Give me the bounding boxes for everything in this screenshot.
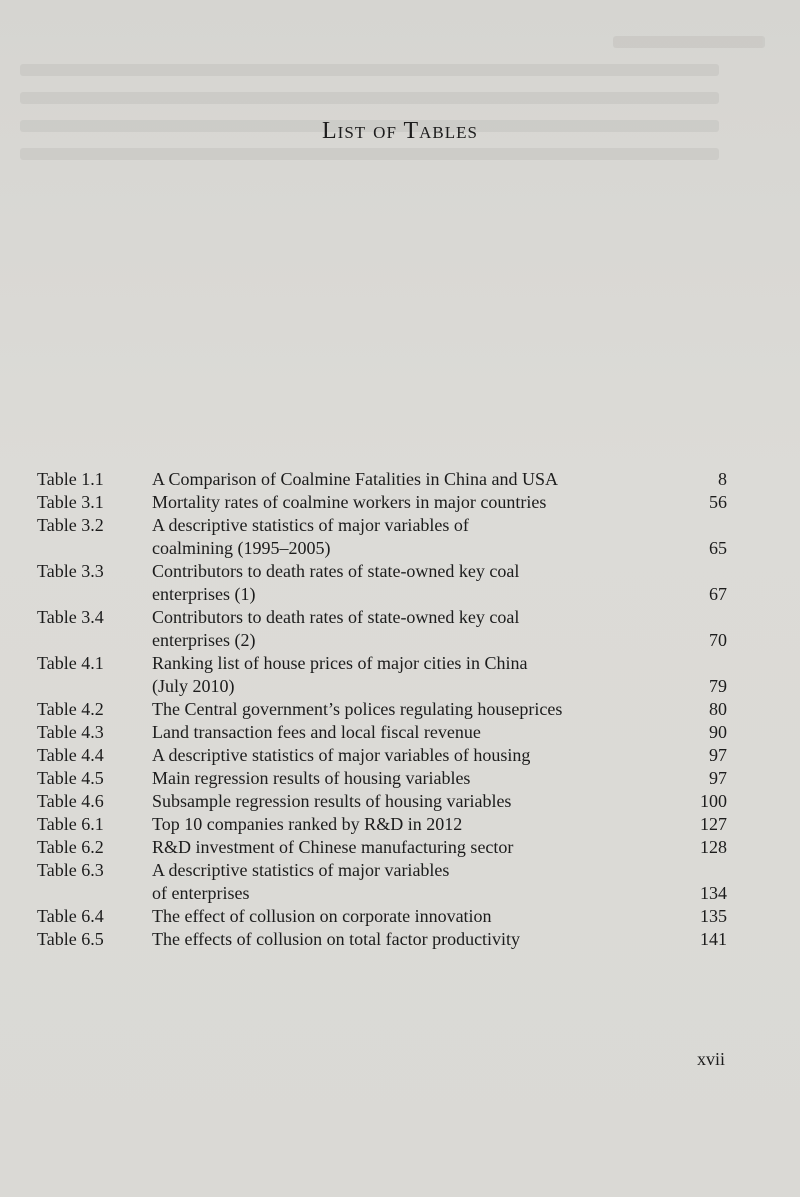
- table-number: Table 6.3: [37, 860, 104, 880]
- page-title: List of Tables: [322, 118, 478, 144]
- list-of-tables: [37, 468, 727, 951]
- table-title: The effect of collusion on corporate innovation: [152, 906, 492, 926]
- toc-entry[interactable]: [37, 652, 727, 698]
- page-number: 79: [709, 676, 727, 696]
- page-number: 134: [700, 883, 727, 903]
- toc-entry[interactable]: [37, 905, 727, 928]
- toc-entry[interactable]: [37, 744, 727, 767]
- table-number: Table 4.5: [37, 768, 104, 788]
- page-number: 97: [709, 745, 727, 765]
- table-title: Land transaction fees and local fiscal revenue: [152, 722, 481, 742]
- toc-entry[interactable]: [37, 813, 727, 836]
- table-title: R&D investment of Chinese manufacturing sector: [152, 837, 514, 857]
- toc-entry[interactable]: [37, 836, 727, 859]
- table-title: A descriptive statistics of major variables of housing: [152, 745, 531, 765]
- toc-entry[interactable]: [37, 790, 727, 813]
- toc-entry[interactable]: [37, 928, 727, 951]
- table-number: Table 1.1: [37, 469, 104, 489]
- toc-entry[interactable]: [37, 721, 727, 744]
- toc-entry[interactable]: [37, 859, 727, 905]
- table-title: The effects of collusion on total factor productivity: [152, 929, 521, 949]
- page-number: 100: [700, 791, 727, 811]
- page-number: 127: [700, 814, 727, 834]
- table-title: Contributors to death rates of state-owned key coal enterprises (2): [152, 607, 520, 650]
- toc-entry[interactable]: [37, 767, 727, 790]
- page-number: 97: [709, 768, 727, 788]
- table-title: The Central government’s polices regulating houseprices: [152, 699, 563, 719]
- page-number: 67: [709, 584, 727, 604]
- toc-entry[interactable]: [37, 560, 727, 606]
- table-title: Subsample regression results of housing variables: [152, 791, 512, 811]
- table-number: Table 4.3: [37, 722, 104, 742]
- folio-page-number: xvii: [696, 1049, 725, 1069]
- table-number: Table 6.5: [37, 929, 104, 949]
- page-number: 70: [709, 630, 727, 650]
- table-title: A descriptive statistics of major variables of coalmining (1995–2005): [152, 515, 469, 558]
- page-number: 128: [700, 837, 727, 857]
- page-number: 135: [700, 906, 727, 926]
- page-number: 56: [709, 492, 727, 512]
- table-number: Table 3.4: [37, 607, 104, 627]
- table-number: Table 6.1: [37, 814, 104, 834]
- toc-entry[interactable]: [37, 698, 727, 721]
- table-number: Table 3.1: [37, 492, 104, 512]
- table-title: A Comparison of Coalmine Fatalities in China and USA: [152, 469, 558, 489]
- toc-entry[interactable]: [37, 468, 727, 491]
- table-number: Table 4.6: [37, 791, 104, 811]
- table-title: Main regression results of housing variables: [152, 768, 471, 788]
- table-title: Contributors to death rates of state-owned key coal enterprises (1): [152, 561, 520, 604]
- table-title: A descriptive statistics of major variables of enterprises: [152, 860, 450, 903]
- table-number: Table 3.2: [37, 515, 104, 535]
- page-number: 80: [709, 699, 727, 719]
- table-title: Ranking list of house prices of major cities in China (July 2010): [152, 653, 528, 696]
- table-title: Mortality rates of coalmine workers in major countries: [152, 492, 547, 512]
- page-number: 90: [709, 722, 727, 742]
- show-through-text: [20, 20, 780, 170]
- toc-entry[interactable]: [37, 514, 727, 560]
- page-number: 141: [700, 929, 727, 949]
- page-number: 8: [718, 469, 727, 489]
- table-number: Table 4.4: [37, 745, 104, 765]
- table-number: Table 3.3: [37, 561, 104, 581]
- table-number: Table 6.2: [37, 837, 104, 857]
- toc-entry[interactable]: [37, 606, 727, 652]
- page-number: 65: [709, 538, 727, 558]
- toc-entry[interactable]: [37, 491, 727, 514]
- table-number: Table 4.1: [37, 653, 104, 673]
- table-number: Table 4.2: [37, 699, 104, 719]
- table-number: Table 6.4: [37, 906, 104, 926]
- table-title: Top 10 companies ranked by R&D in 2012: [152, 814, 463, 834]
